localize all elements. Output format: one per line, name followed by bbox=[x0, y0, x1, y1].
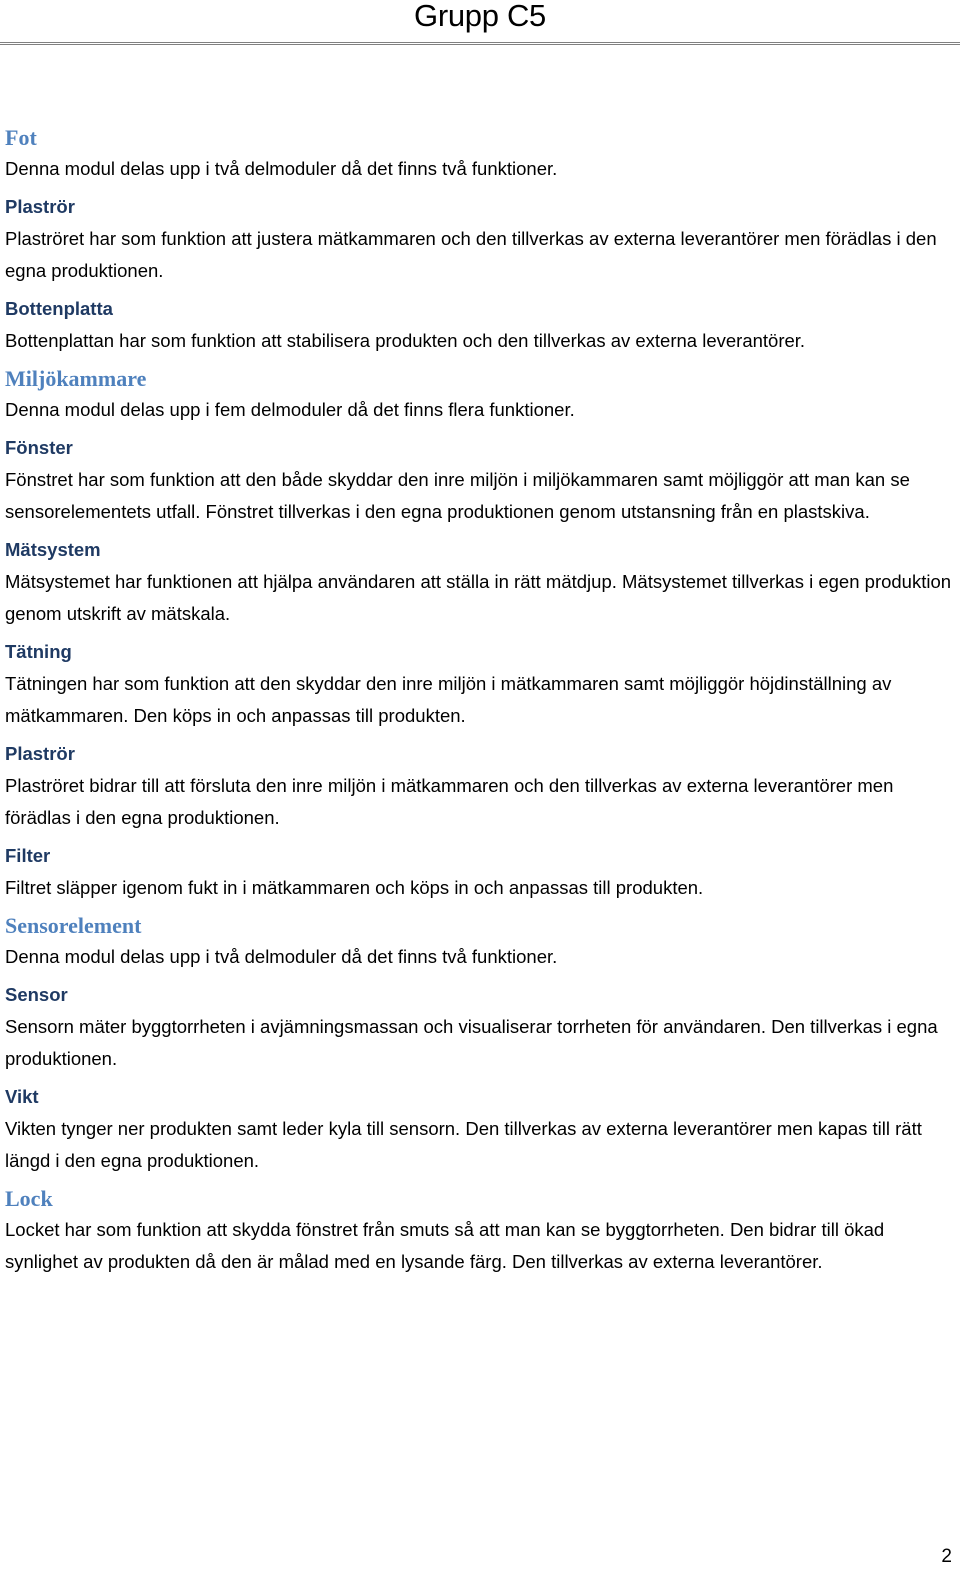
subheading-plastror-miljo: Plaströr bbox=[5, 743, 75, 764]
bottenplatta-text: Bottenplattan har som funktion att stabilisera produkten och den tillverkas av externa leverantörer. bbox=[5, 330, 806, 351]
subheading-vikt: Vikt bbox=[5, 1086, 39, 1107]
subheading-fonster: Fönster bbox=[5, 437, 73, 458]
plastror-miljo-text: Plaströret bidrar till att försluta den inre miljön i mätkammaren och den tillverkas av externa leverantörer men förädlas i den egna produktionen. bbox=[5, 775, 894, 828]
subheading-filter: Filter bbox=[5, 845, 51, 866]
sensor-text: Sensorn mäter byggtorrheten i avjämningsmassan och visualiserar torrheten för användaren. Den tillverkas i egna produktionen. bbox=[5, 1016, 938, 1069]
header-divider bbox=[0, 42, 960, 45]
heading-lock: Lock bbox=[5, 1186, 53, 1211]
heading-miljokammare: Miljökammare bbox=[5, 366, 147, 391]
sensorelement-intro: Denna modul delas upp i två delmoduler då det finns två funktioner. bbox=[5, 946, 558, 967]
vikt-text: Vikten tynger ner produkten samt leder kyla till sensorn. Den tillverkas av externa leverantörer men kapas till rätt längd i den egna produktionen. bbox=[5, 1118, 922, 1171]
document-body bbox=[5, 122, 955, 1278]
fot-intro: Denna modul delas upp i två delmoduler då det finns två funktioner. bbox=[5, 158, 558, 179]
plastror-fot-text: Plaströret har som funktion att justera mätkammaren och den tillverkas av externa leverantörer men förädlas i den egna produktionen. bbox=[5, 228, 937, 281]
fonster-text: Fönstret har som funktion att den både skyddar den inre miljön i miljökammaren samt möjliggör att man kan se sensorelementets utfall. Fönstret tillverkas i den egna produktionen genom utstansning från en plastskiva. bbox=[5, 469, 910, 522]
matsystem-text: Mätsystemet har funktionen att hjälpa användaren att ställa in rätt mätdjup. Mätsystemet tillverkas i egen produktion genom utskrift av mätskala. bbox=[5, 571, 952, 624]
subheading-bottenplatta: Bottenplatta bbox=[5, 298, 113, 319]
subheading-tatning: Tätning bbox=[5, 641, 72, 662]
page-header bbox=[0, 0, 960, 40]
tatning-text: Tätningen har som funktion att den skyddar den inre miljön i mätkammaren samt möjliggör höjdinställning av mätkammaren. Den köps in och anpassas till produkten. bbox=[5, 673, 892, 726]
miljokammare-intro: Denna modul delas upp i fem delmoduler då det finns flera funktioner. bbox=[5, 399, 575, 420]
heading-fot: Fot bbox=[5, 125, 37, 150]
subheading-matsystem: Mätsystem bbox=[5, 539, 101, 560]
lock-text: Locket har som funktion att skydda fönstret från smuts så att man kan se byggtorrheten. Den bidrar till ökad synlighet av produkten då den är målad med en lysande färg. Den tillverkas av externa leverantörer. bbox=[5, 1219, 885, 1272]
subheading-plastror-fot: Plaströr bbox=[5, 196, 75, 217]
heading-sensorelement: Sensorelement bbox=[5, 913, 142, 938]
subheading-sensor: Sensor bbox=[5, 984, 68, 1005]
page-number: 2 bbox=[941, 1546, 952, 1567]
header-title: Grupp C5 bbox=[414, 0, 546, 33]
filter-text: Filtret släpper igenom fukt in i mätkammaren och köps in och anpassas till produkten. bbox=[5, 877, 704, 898]
